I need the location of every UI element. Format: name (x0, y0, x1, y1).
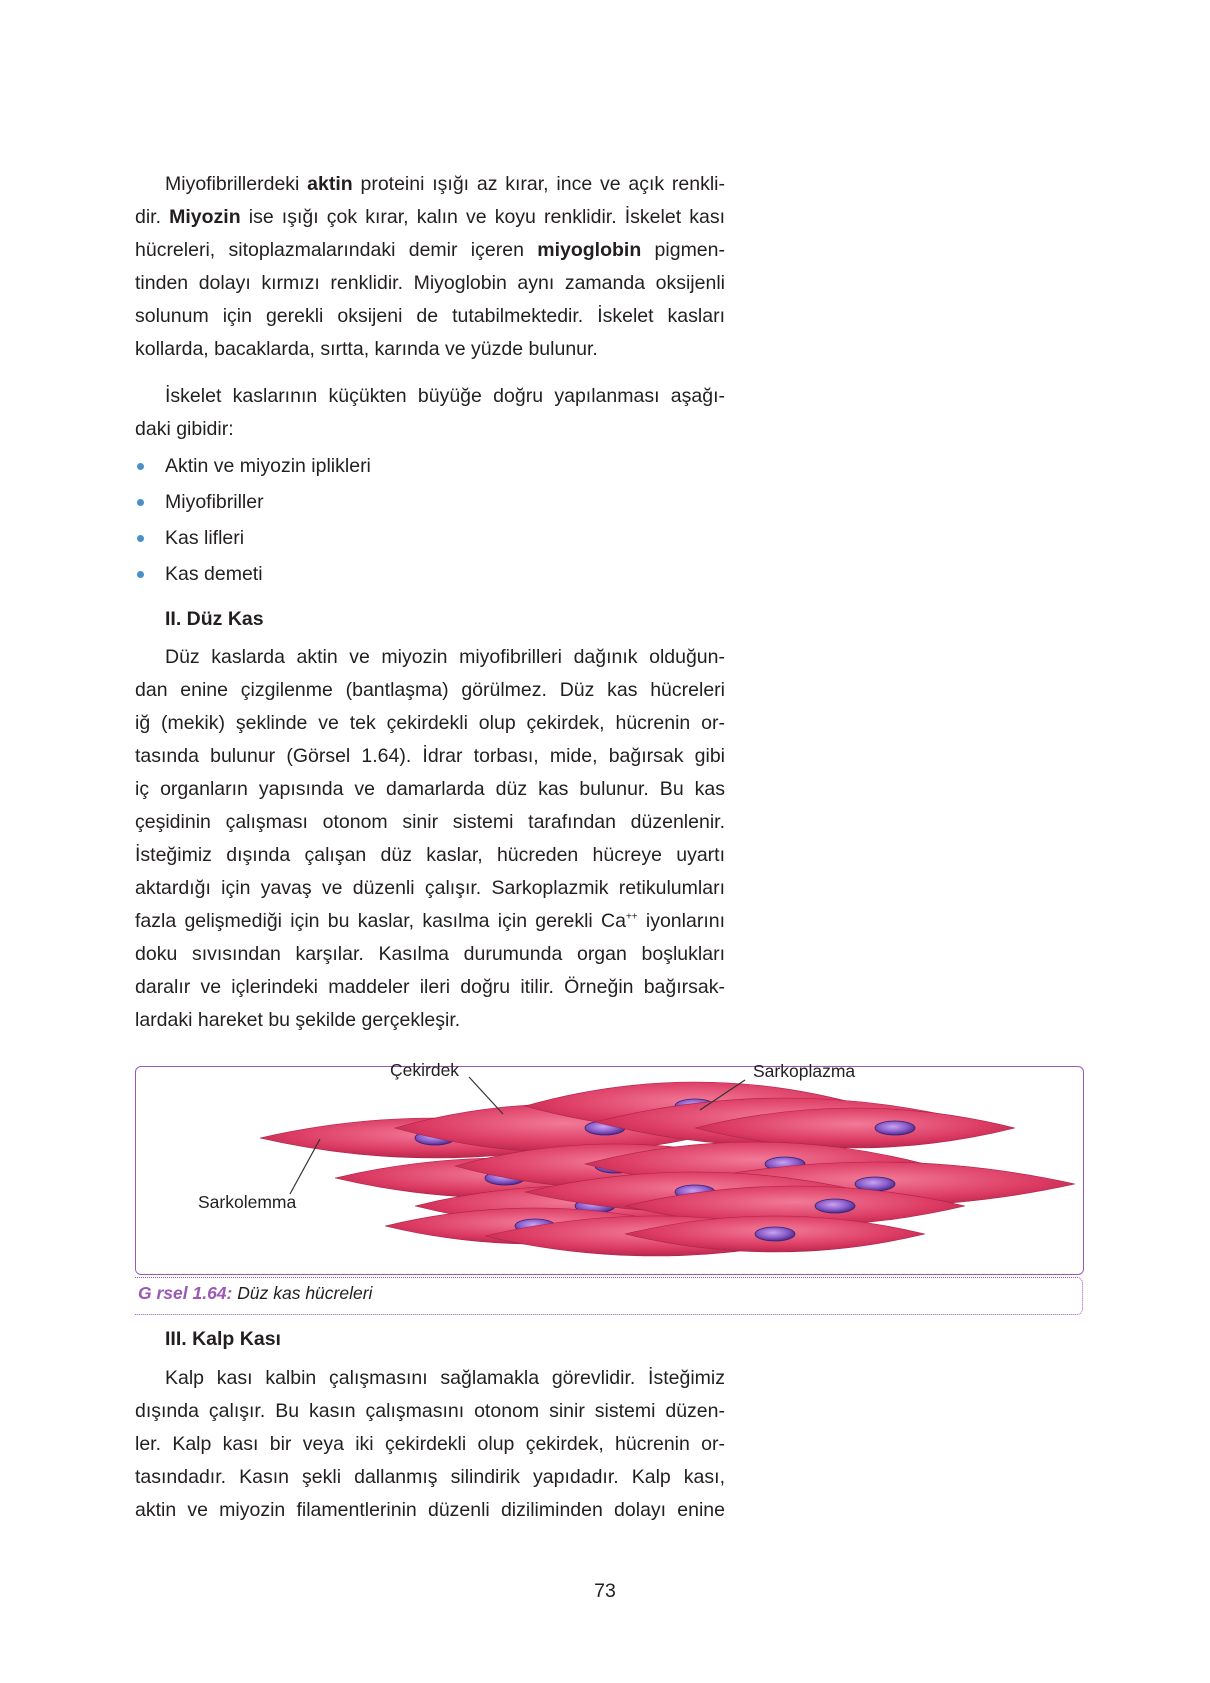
list-item: Kas lifleri (135, 520, 371, 556)
cell-nucleus (875, 1121, 915, 1135)
bullet-icon (137, 499, 144, 506)
label-sarcoplasm: Sarkoplazma (753, 1061, 856, 1081)
paragraph-cardiac-muscle: Kalp kası kalbin çalışmasını sağlamakla görevlidir. İsteğimiz dışında çalışır. Bu kasın çalışmasını otonom sinir sistemi düzen- ler. Kalp kası bir veya iki çekirdekli olup çekirdek, hücrenin or- tasındadır. Kasın şekli dallanmış silindirik yapıdadır. Kalp kası, aktin ve miyozin filamentlerinin düzenli diziliminden dolayı enine (135, 1367, 725, 1521)
label-nucleus: Çekirdek (390, 1060, 460, 1080)
paragraph-skeletal-structure: İskelet kaslarının küçükten büyüğe doğru yapılanması aşağı- daki gibidir: (135, 385, 725, 440)
section-heading-cardiac-muscle: III. Kalp Kası (165, 1328, 281, 1350)
bullet-icon (137, 535, 144, 542)
page-number: 73 (594, 1580, 616, 1602)
list-item: Miyofibriller (135, 484, 371, 520)
cell-nucleus (755, 1227, 795, 1241)
bullet-icon (137, 571, 144, 578)
smooth-muscle-cells-illustration (135, 1066, 1082, 1273)
list-item: Kas demeti (135, 556, 371, 592)
structure-list (135, 448, 371, 592)
cell-nucleus (815, 1199, 855, 1213)
list-item: Aktin ve miyozin iplikleri (135, 448, 371, 484)
figure-caption: G rsel 1.64: Düz kas hücreleri (138, 1283, 373, 1303)
section-heading-smooth-muscle: II. Düz Kas (165, 608, 264, 630)
bullet-icon (137, 463, 144, 470)
paragraph-smooth-muscle: Düz kaslarda aktin ve miyozin miyofibrilleri dağınık olduğun- dan enine çizgilenme (bantlaşma) görülmez. Düz kas hücreleri iğ (mekik) şeklinde ve tek çekirdekli olup çekirdek, hücrenin or- tasında bulunur (Görsel 1.64). İdrar torbası, mide, bağırsak gibi iç organların yapısında ve damarlarda düz kas bulunur. Bu kas çeşidinin çalışması otonom sinir sistemi tarafından düzenlenir. İsteğimiz dışında çalışan düz kaslar, hücreden hücreye uyartı aktardığı için yavaş ve düzenli çalışır. Sarkoplazmik retikulumları fazla gelişmediği için bu kaslar, kasılma için gerekli Ca++ iyonlarını doku sıvısından karşılar. Kasılma durumunda organ boşlukları daralır ve içlerindeki maddeler ileri doğru itilir. Örneğin bağırsak- lardaki hareket bu şekilde gerçekleşir. (135, 646, 726, 1031)
label-sarcolemma: Sarkolemma (198, 1192, 297, 1212)
paragraph-myofibrils: Miyofibrillerdeki aktin proteini ışığı az kırar, ince ve açık renkli- dir. Miyozin ise ışığı çok kırar, kalın ve koyu renklidir. İskelet kası hücreleri, sitoplazmalarındaki demir içeren miyoglobin pigmen- tinden dolayı kırmızı renklidir. Miyoglobin aynı zamanda oksijenli solunum için gerekli oksijeni de tutabilmektedir. İskelet kasları kollarda, bacaklarda, sırtta, karında ve yüzde bulunur. (135, 173, 725, 360)
